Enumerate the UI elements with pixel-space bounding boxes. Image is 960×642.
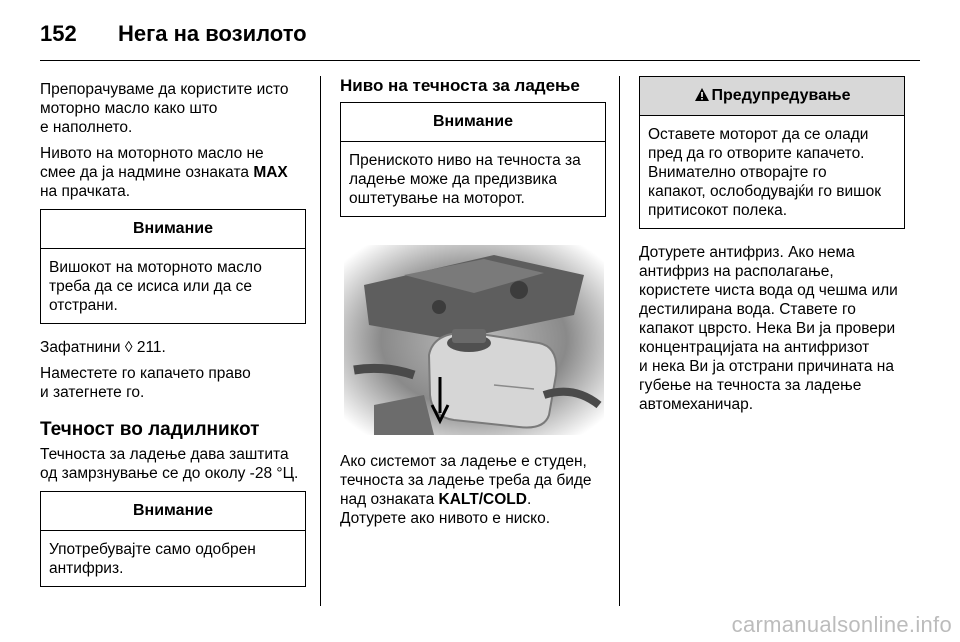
- warning-title: [640, 77, 904, 116]
- warning-triangle-icon: [694, 77, 710, 115]
- column-3: [639, 74, 905, 421]
- page-ref-icon: ◊: [124, 339, 137, 356]
- section-title-coolant: Течност во ладилникот: [40, 419, 260, 440]
- notice-body: Прениското ниво на течноста за ладење може да предизвика оштетување на моторот.: [349, 152, 581, 207]
- page-number: 152: [40, 21, 77, 46]
- text: Нивото на моторното масло не смее да ја надмине ознаката: [40, 145, 264, 181]
- paragraph-oil-level: [40, 144, 306, 201]
- paragraph-oil-recommend: Препорачуваме да користите исто моторно масло како што е наполнето.: [40, 81, 289, 136]
- notice-box-oil: [40, 209, 306, 324]
- notice-title: Внимание: [41, 210, 305, 249]
- paragraph-coolant-protection: Течноста за ладење дава заштита од замрзнување се до околу -28 °Ц.: [40, 446, 299, 482]
- section-title-coolant-level: Ниво на течноста за ладење: [340, 76, 580, 95]
- page-title: Нега на возилото: [118, 21, 307, 46]
- max-mark-label: MAX: [253, 164, 288, 181]
- kalt-cold-mark-label: KALT/COLD: [438, 491, 527, 508]
- column-2: [340, 76, 606, 535]
- paragraph-cap-tighten: Наместете го капачето право и затегнете го.: [40, 365, 251, 401]
- text: . Дотурете ако нивото е ниско.: [340, 491, 551, 527]
- notice-title: Внимание: [41, 492, 305, 531]
- notice-title: Внимание: [341, 103, 605, 142]
- warning-body: Оставете моторот да се олади пред да го отворите капачето. Внимателно отворајте го капакот, ослободувајќи го вишок притисокот полека.: [648, 126, 881, 219]
- paragraph-add-antifreeze: Дотурете антифриз. Ако нема антифриз на располагање, користете чиста вода од чешма или дестилирана вода. Ставете го капакот цврсто. Нека Ви ја провери концентрацијата на антифризот и нека Ви ја отстрани причината на губење на течноста за ладење автомеханичар.: [639, 244, 898, 413]
- notice-body: Употребувајте само одобрен антифриз.: [49, 541, 256, 577]
- warning-title-text: Предупредување: [711, 87, 851, 104]
- watermark: carmanualsonline.info: [731, 612, 952, 637]
- warning-box: [639, 76, 905, 229]
- paragraph-capacities: [40, 338, 306, 357]
- column-divider-2: [619, 76, 620, 606]
- column-1: [40, 80, 306, 599]
- text: Ако системот за ладење е студен, течноста за ладење треба да биде над ознаката: [340, 453, 592, 508]
- text: Зафатнини: [40, 339, 125, 356]
- header-rule: [40, 60, 920, 61]
- notice-box-coolant-level: [340, 102, 606, 217]
- notice-box-antifreeze: [40, 491, 306, 587]
- page-header: [40, 14, 307, 54]
- text: .: [161, 339, 166, 356]
- notice-body: Вишокот на моторното масло треба да се исиса или да се отстрани.: [49, 259, 262, 314]
- coolant-reservoir-photo: [344, 245, 604, 435]
- column-divider-1: [320, 76, 321, 606]
- page-ref-link[interactable]: 211: [136, 339, 162, 356]
- paragraph-coolant-cold: [340, 452, 606, 528]
- text: на прачката.: [40, 183, 131, 200]
